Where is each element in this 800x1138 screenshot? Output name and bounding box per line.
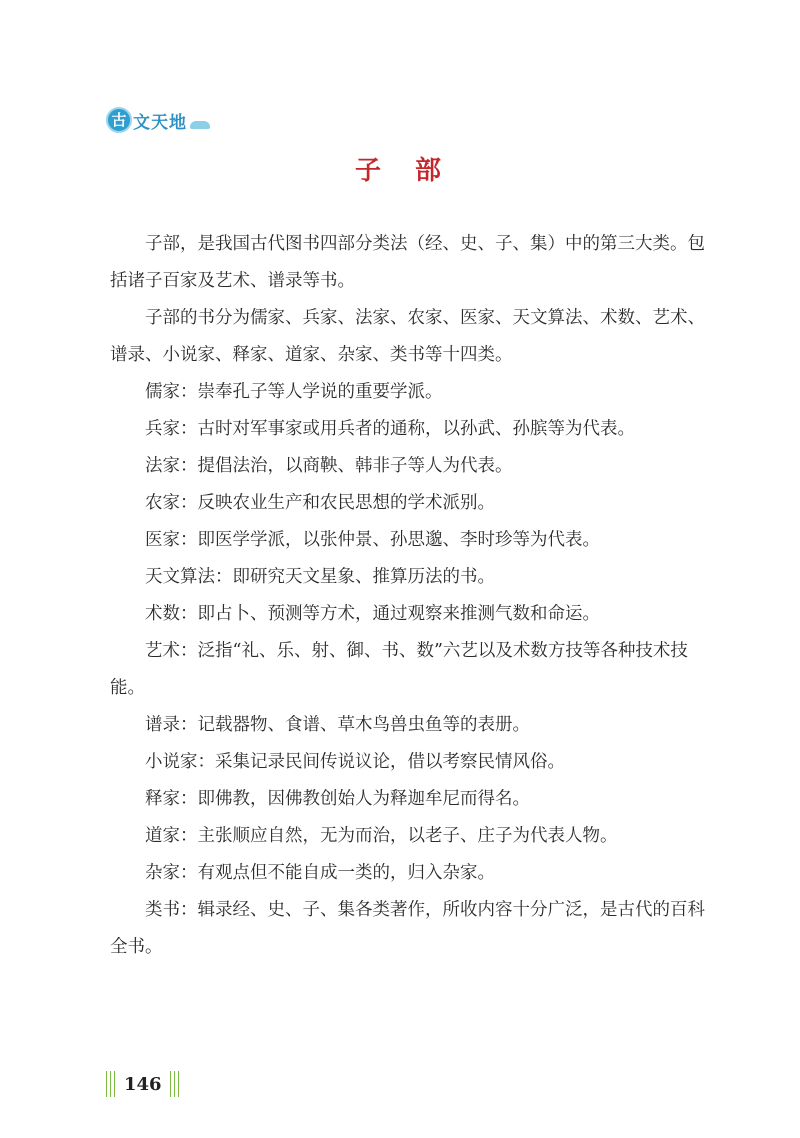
paragraph-leishu: 类书：辑录经、史、子、集各类著作，所收内容十分广泛，是古代的百科全书。 bbox=[110, 900, 705, 957]
paragraph-yijia: 医家：即医学学派，以张仲景、孙思邈、李时珍等为代表。 bbox=[145, 530, 600, 550]
paragraph-categories: 子部的书分为儒家、兵家、法家、农家、医家、天文算法、术数、艺术、谱录、小说家、释家、道家、杂家、类书等十四类。 bbox=[110, 308, 705, 365]
paragraph-nongjia: 农家：反映农业生产和农民思想的学术派别。 bbox=[145, 493, 495, 513]
body-text bbox=[110, 226, 710, 966]
footer-bars-left-icon bbox=[106, 1071, 118, 1097]
paragraph-shushu: 术数：即占卜、预测等方术，通过观察来推测气数和命运。 bbox=[145, 604, 600, 624]
section-label-text: 文天地 bbox=[133, 112, 187, 133]
wave-decoration-icon bbox=[190, 121, 210, 129]
page-title: 子 部 bbox=[354, 156, 445, 186]
paragraph-xiaoshuo: 小说家：采集记录民间传说议论，借以考察民情风俗。 bbox=[145, 752, 565, 772]
paragraph-pulu: 谱录：记载器物、食谱、草木鸟兽虫鱼等的表册。 bbox=[145, 715, 530, 735]
paragraph-fajia: 法家：提倡法治，以商鞅、韩非子等人为代表。 bbox=[145, 456, 513, 476]
section-label bbox=[106, 105, 210, 135]
footer-bars-right-icon bbox=[170, 1071, 182, 1097]
page-footer bbox=[106, 1064, 182, 1104]
paragraph-rujia: 儒家：崇奉孔子等人学说的重要学派。 bbox=[145, 382, 443, 402]
paragraph-tianwen: 天文算法：即研究天文星象、推算历法的书。 bbox=[145, 567, 495, 587]
paragraph-zajia: 杂家：有观点但不能自成一类的，归入杂家。 bbox=[145, 863, 495, 883]
paragraph-intro: 子部，是我国古代图书四部分类法（经、史、子、集）中的第三大类。包括诸子百家及艺术、谱录等书。 bbox=[110, 234, 705, 291]
paragraph-bingjia: 兵家：古时对军事家或用兵者的通称，以孙武、孙膑等为代表。 bbox=[145, 419, 635, 439]
paragraph-shijia: 释家：即佛教，因佛教创始人为释迦牟尼而得名。 bbox=[145, 789, 530, 809]
page-number: 146 bbox=[124, 1073, 162, 1095]
paragraph-daojia: 道家：主张顺应自然，无为而治，以老子、庄子为代表人物。 bbox=[145, 826, 618, 846]
paragraph-yishu: 艺术：泛指“礼、乐、射、御、书、数”六艺以及术数方技等各种技术技能。 bbox=[110, 641, 688, 698]
section-badge-icon: 古 bbox=[106, 107, 132, 133]
